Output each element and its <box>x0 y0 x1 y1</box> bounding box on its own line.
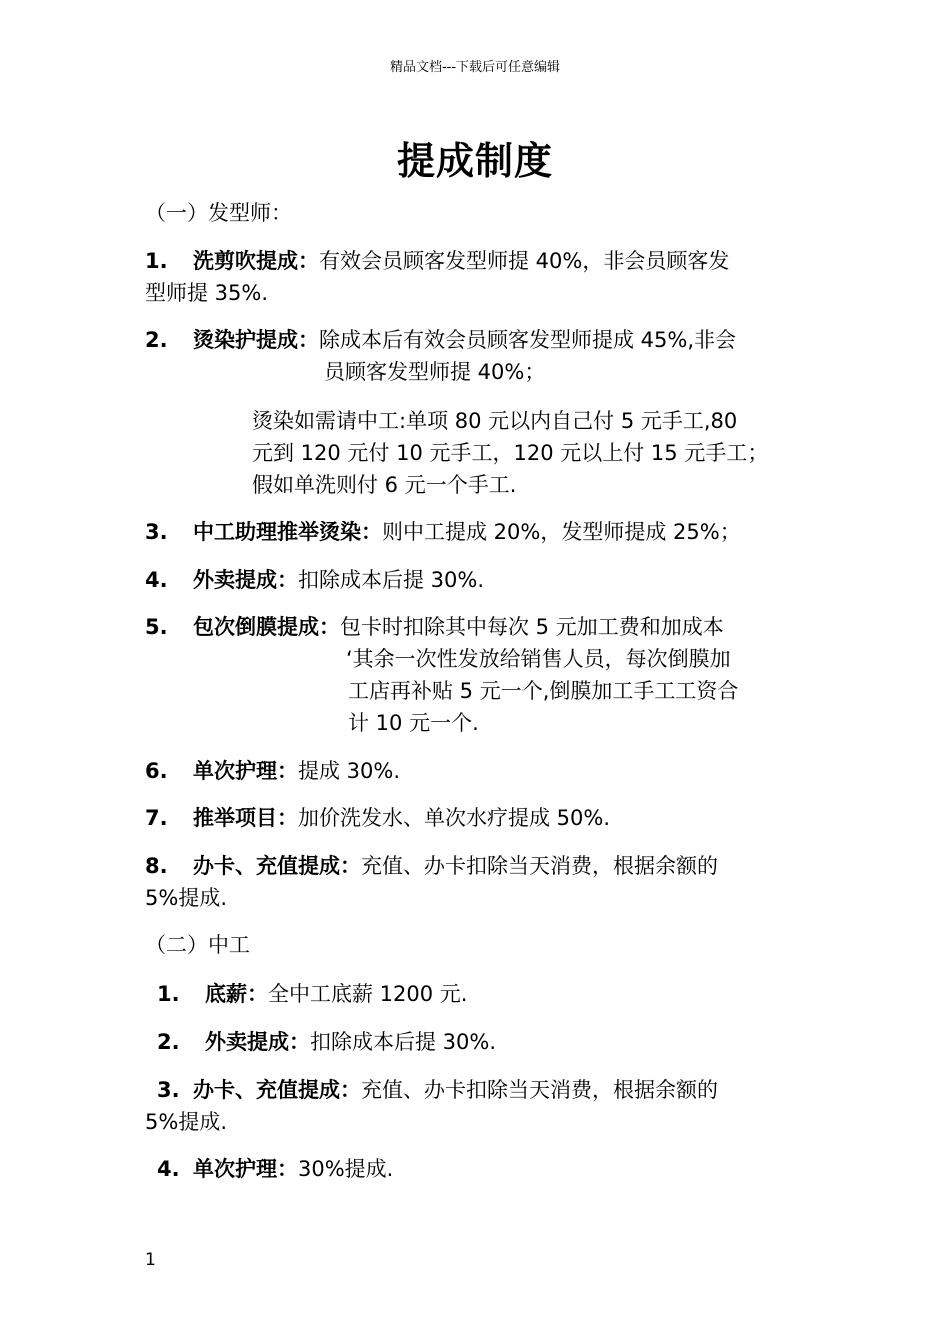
item-number: 7. <box>145 806 168 830</box>
item-text: 扣除成本后提 30%. <box>310 1030 497 1054</box>
item-note: 烫染如需请中工:单项 80 元以内自己付 5 元手工,80 <box>252 409 738 433</box>
document-title: 提成制度 <box>396 139 553 183</box>
item-text: 充值、办卡扣除当天消费，根据余额的 <box>361 854 718 878</box>
item-line <box>145 325 736 356</box>
stylist-item-4 <box>145 565 484 596</box>
item-text: 30%提成. <box>298 1157 394 1181</box>
item-text: 型师提 35%. <box>145 281 269 305</box>
assistant-item-4 <box>157 1154 393 1185</box>
page-header-note: 精品文档---下载后可任意编辑 <box>389 60 561 75</box>
page-number: 1 <box>145 1250 156 1270</box>
item-label: 推举项目： <box>193 806 298 830</box>
item-text: 有效会员顾客发型师提 40%，非会员顾客发 <box>319 249 730 273</box>
assistant-item-1 <box>157 979 467 1010</box>
item-number: 3. <box>145 520 168 544</box>
item-line <box>145 612 724 643</box>
item-text: 全中工底薪 1200 元. <box>268 982 468 1006</box>
item-line <box>145 851 718 882</box>
item-label: 办卡、充值提成： <box>193 1078 361 1102</box>
item-number: 3. <box>157 1078 180 1102</box>
item-text: 员顾客发型师提 40%； <box>324 360 546 384</box>
item-label: 单次护理： <box>193 759 298 783</box>
item-text: 包卡时扣除其中每次 5 元加工费和加成本 <box>340 615 724 639</box>
assistant-item-2 <box>157 1027 496 1058</box>
item-label: 洗剪吹提成： <box>193 249 319 273</box>
item-line <box>145 246 729 277</box>
item-text: 加价洗发水、单次水疗提成 50%. <box>298 806 611 830</box>
item-label: 烫染护提成： <box>193 328 319 352</box>
item-note: 元到 120 元付 10 元手工，120 元以上付 15 元手工； <box>252 441 769 465</box>
item-text: 5%提成. <box>145 886 227 910</box>
item-text: 充值、办卡扣除当天消费，根据余额的 <box>361 1078 718 1102</box>
section-heading-assistant: （二）中工 <box>145 933 250 957</box>
stylist-item-6 <box>145 756 400 787</box>
item-number: 6. <box>145 759 168 783</box>
item-number: 2. <box>145 328 168 352</box>
item-text: 工店再补贴 5 元一个,倒膜加工手工工资合 <box>348 679 739 703</box>
item-note: 假如单洗则付 6 元一个手工. <box>252 473 517 497</box>
item-label: 包次倒膜提成： <box>193 615 340 639</box>
item-label: 外卖提成： <box>205 1030 310 1054</box>
item-label: 中工助理推举烫染： <box>193 520 382 544</box>
stylist-item-3 <box>145 517 741 548</box>
item-text: 则中工提成 20%，发型师提成 25%； <box>382 520 741 544</box>
item-text: 计 10 元一个. <box>348 711 479 735</box>
item-number: 8. <box>145 854 168 878</box>
section-heading-stylist: （一）发型师： <box>145 201 292 225</box>
item-text: ‘其余一次性发放给销售人员，每次倒膜加 <box>346 647 731 671</box>
item-label: 外卖提成： <box>193 568 298 592</box>
item-number: 4. <box>157 1157 180 1181</box>
item-text: 扣除成本后提 30%. <box>298 568 485 592</box>
item-number: 1. <box>157 982 180 1006</box>
item-label: 单次护理： <box>193 1157 298 1181</box>
item-number: 4. <box>145 568 168 592</box>
item-label: 办卡、充值提成： <box>193 854 361 878</box>
item-number: 1. <box>145 249 168 273</box>
item-label: 底薪： <box>205 982 268 1006</box>
item-number: 5. <box>145 615 168 639</box>
item-text: 除成本后有效会员顾客发型师提成 45%,非会 <box>319 328 737 352</box>
stylist-item-7 <box>145 803 610 834</box>
item-text: 5%提成. <box>145 1110 227 1134</box>
item-line <box>157 1075 718 1106</box>
item-text: 提成 30%. <box>298 759 401 783</box>
item-number: 2. <box>157 1030 180 1054</box>
